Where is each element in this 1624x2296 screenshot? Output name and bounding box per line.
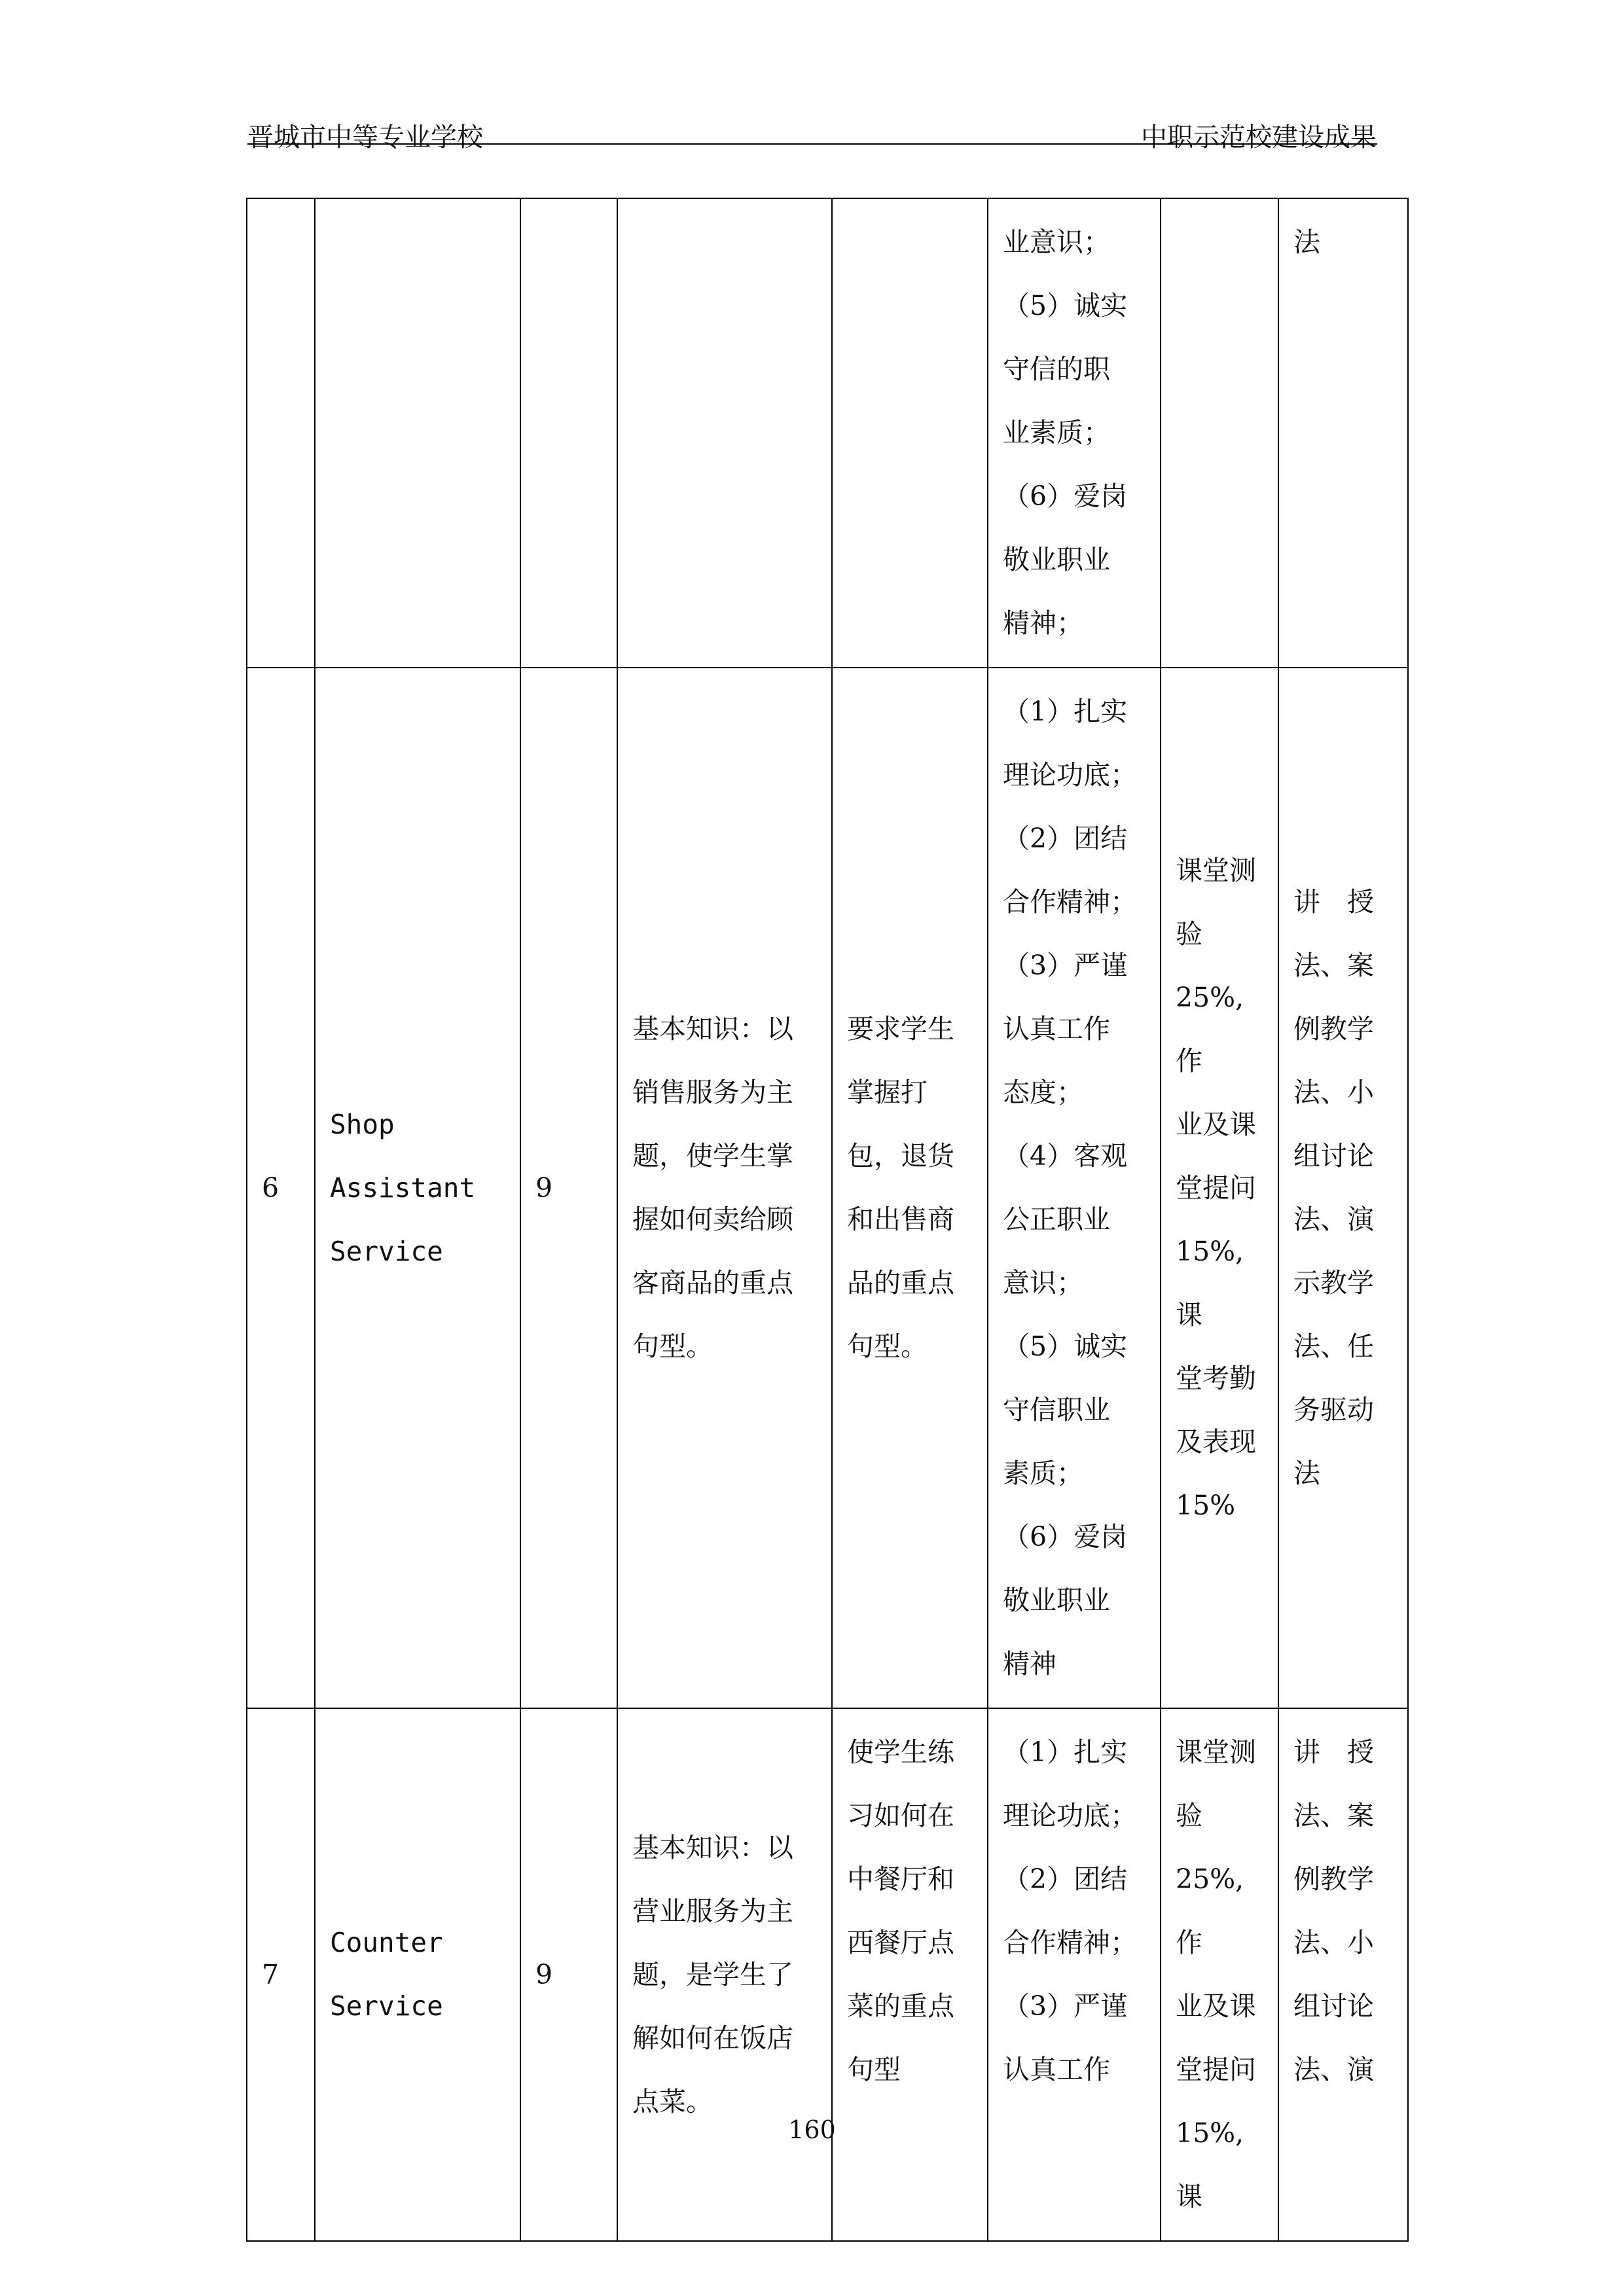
cell-name — [315, 198, 520, 668]
cell-text-line: 法、演 — [1293, 1204, 1374, 1235]
cell-knowledge — [617, 668, 832, 1708]
cell-text-line: 营业服务为主 — [632, 1895, 793, 1927]
cell-text-line: 基本知识：以 — [632, 1013, 793, 1045]
cell-text-line: （3）严谨 — [1003, 950, 1128, 981]
cell-text-line: 堂提问 — [1176, 2054, 1256, 2085]
cell-text-line: 习如何在 — [847, 1800, 954, 1831]
cell-text-line: （2）团结 — [1003, 823, 1128, 854]
cell-text-line: 素质； — [1003, 1458, 1083, 1489]
table-row — [247, 1708, 1408, 2241]
cell-text-line: 及表现 — [1176, 1426, 1256, 1458]
cell-text-line: 守信职业 — [1003, 1394, 1110, 1426]
cell-text-line: 法、案 — [1293, 950, 1374, 981]
cell-text-line: 25%,作 — [1176, 1863, 1244, 1958]
cell-name — [315, 668, 520, 1708]
cell-text-line: 验 — [1176, 1800, 1202, 1831]
cell-text-line: 堂考勤 — [1176, 1362, 1256, 1394]
header-rule — [247, 143, 1377, 145]
cell-text-line: Service — [330, 1990, 443, 2022]
cell-text-line: 法、演 — [1293, 2054, 1374, 2085]
cell-text-line: 课堂测 — [1176, 854, 1256, 886]
cell-text-line: （2）团结 — [1003, 1863, 1128, 1895]
cell-text-line: 意识； — [1003, 1267, 1083, 1299]
cell-text-line: 品的重点 — [847, 1267, 954, 1299]
cell-text-line: 组讨论 — [1293, 1990, 1374, 2022]
cell-knowledge — [617, 1708, 832, 2241]
cell-text-line: 守信的职 — [1003, 353, 1110, 385]
cell-text-line: 点菜。 — [632, 2085, 713, 2117]
cell-no: 6 — [247, 668, 315, 1708]
cell-text-line: 组讨论 — [1293, 1140, 1374, 1172]
cell-text-line: 和出售商 — [847, 1204, 954, 1235]
cell-text-line: 句型。 — [632, 1331, 713, 1362]
header-school-name: 晋城市中等专业学校 — [247, 122, 483, 152]
cell-text-line: （1）扎实 — [1003, 1736, 1128, 1768]
cell-quality — [988, 668, 1161, 1708]
cell-assessment — [1161, 668, 1278, 1708]
cell-text-line: 要求学生 — [847, 1013, 954, 1045]
cell-text-line: 题，是学生了 — [632, 1958, 793, 1990]
cell-text-line: 句型 — [847, 2054, 901, 2085]
cell-text-line: （5）诚实 — [1003, 290, 1128, 321]
header-document-title: 中职示范校建设成果 — [1141, 122, 1377, 152]
cell-text-line: 菜的重点 — [847, 1990, 954, 2022]
cell-text-line: 法 — [1293, 1458, 1320, 1489]
cell-text-line: Counter — [330, 1927, 443, 1958]
cell-text-line: 包，退货 — [847, 1140, 954, 1172]
cell-assessment — [1161, 198, 1278, 668]
cell-text-line: 合作精神； — [1003, 1927, 1137, 1958]
cell-no — [247, 198, 315, 668]
cell-text-line: 握如何卖给顾 — [632, 1204, 793, 1235]
cell-text-line: 句型。 — [847, 1331, 928, 1362]
cell-skills — [832, 198, 988, 668]
cell-text-line: 示教学 — [1293, 1267, 1374, 1299]
cell-text-line: 题，使学生掌 — [632, 1140, 793, 1172]
cell-text-line: 敬业职业 — [1003, 1585, 1110, 1616]
cell-text-line: 中餐厅和 — [847, 1863, 954, 1895]
cell-text-line: 业意识； — [1003, 226, 1110, 258]
page-number: 160 — [788, 2115, 836, 2144]
cell-text-line: 例教学 — [1293, 1863, 1374, 1895]
cell-method — [1278, 1708, 1408, 2241]
cell-quality — [988, 1708, 1161, 2241]
cell-assessment — [1161, 1708, 1278, 2241]
cell-text-line: 法、小 — [1293, 1927, 1374, 1958]
cell-text-line: 态度； — [1003, 1077, 1083, 1108]
cell-text-line: 公正职业 — [1003, 1204, 1110, 1235]
cell-text-line: 精神； — [1003, 607, 1083, 639]
cell-text-line: Shop — [330, 1108, 395, 1140]
cell-text-line: 基本知识：以 — [632, 1831, 793, 1863]
cell-text-line: （5）诚实 — [1003, 1331, 1128, 1362]
table-row — [247, 668, 1408, 1708]
cell-text-line: 销售服务为主 — [632, 1077, 793, 1108]
cell-hours: 9 — [520, 1708, 617, 2241]
cell-text-line: 业素质； — [1003, 417, 1110, 448]
cell-text-line: Service — [330, 1235, 443, 1267]
cell-no: 7 — [247, 1708, 315, 2241]
cell-text-line: 例教学 — [1293, 1013, 1374, 1045]
cell-text-line: （6）爱岗 — [1003, 1521, 1128, 1552]
cell-knowledge — [617, 198, 832, 668]
cell-name — [315, 1708, 520, 2241]
cell-text-line: 业及课 — [1176, 1990, 1256, 2022]
cell-text-line: 客商品的重点 — [632, 1267, 793, 1299]
cell-quality — [988, 198, 1161, 668]
cell-text-line: （1）扎实 — [1003, 696, 1128, 727]
cell-text-line: 使学生练 — [847, 1736, 954, 1768]
cell-text-line: 解如何在饭店 — [632, 2022, 793, 2054]
cell-text-line: 掌握打 — [847, 1077, 928, 1108]
cell-text-line: 法 — [1293, 226, 1320, 258]
cell-text-line: （4）客观 — [1003, 1140, 1128, 1172]
cell-text-line: 务驱动 — [1293, 1394, 1374, 1426]
cell-text-line: 堂提问 — [1176, 1172, 1256, 1204]
cell-text-line: 认真工作 — [1003, 2054, 1110, 2085]
cell-text-line: 业及课 — [1176, 1108, 1256, 1140]
cell-method — [1278, 668, 1408, 1708]
cell-hours: 9 — [520, 668, 617, 1708]
course-table — [246, 198, 1409, 2242]
cell-text-line: 认真工作 — [1003, 1013, 1110, 1045]
cell-text-line: 法、小 — [1293, 1077, 1374, 1108]
cell-hours — [520, 198, 617, 668]
cell-text-line: 法、案 — [1293, 1800, 1374, 1831]
cell-text-line: 15%,课 — [1176, 1235, 1244, 1331]
cell-text-line: 验 — [1176, 918, 1202, 950]
cell-text-line: 合作精神； — [1003, 886, 1137, 918]
cell-text-line: 敬业职业 — [1003, 544, 1110, 575]
cell-text-line: 西餐厅点 — [847, 1927, 954, 1958]
cell-text-line: 精神 — [1003, 1648, 1056, 1679]
cell-text-line: 理论功底； — [1003, 759, 1137, 791]
cell-text-line: 25%,作 — [1176, 981, 1244, 1077]
cell-text-line: 课堂测 — [1176, 1736, 1256, 1768]
cell-text-line: 15% — [1176, 1489, 1236, 1521]
cell-text-line: 讲 授 — [1293, 886, 1374, 918]
cell-skills — [832, 1708, 988, 2241]
cell-text-line: 理论功底； — [1003, 1800, 1137, 1831]
cell-method — [1278, 198, 1408, 668]
cell-text-line: 法、任 — [1293, 1331, 1374, 1362]
cell-text-line: （6）爱岗 — [1003, 480, 1128, 512]
cell-text-line: 讲 授 — [1293, 1736, 1374, 1768]
table-row-continued — [247, 198, 1408, 668]
cell-text-line: 15%,课 — [1176, 2117, 1244, 2212]
cell-text-line: Assistant — [330, 1172, 476, 1204]
cell-skills — [832, 668, 988, 1708]
cell-text-line: （3）严谨 — [1003, 1990, 1128, 2022]
